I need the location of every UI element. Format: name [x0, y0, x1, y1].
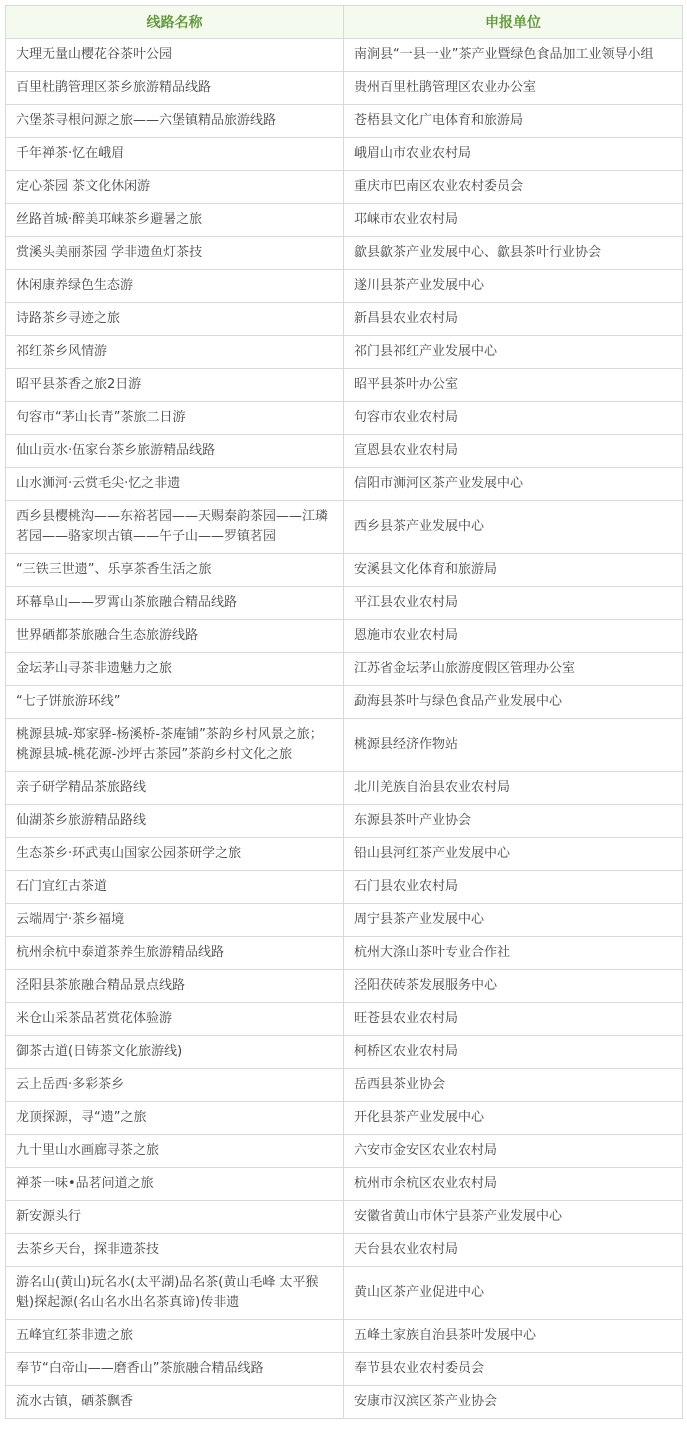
header-route-name: 线路名称 — [6, 6, 344, 39]
applicant-unit-cell: 祁门县祁红产业发展中心 — [344, 336, 683, 369]
table-row — [6, 1102, 683, 1135]
applicant-unit-cell: 昭平县茶叶办公室 — [344, 369, 683, 402]
header-applicant-unit: 申报单位 — [344, 6, 683, 39]
table-row — [6, 805, 683, 838]
applicant-unit-cell: 宣恩县农业农村局 — [344, 435, 683, 468]
applicant-unit-cell: 邛崃市农业农村局 — [344, 204, 683, 237]
applicant-unit-cell: 贵州百里杜鹃管理区农业办公室 — [344, 72, 683, 105]
applicant-unit-cell: 杭州市余杭区农业农村局 — [344, 1168, 683, 1201]
applicant-unit-cell: 岳西县茶业协会 — [344, 1069, 683, 1102]
route-name-cell: 百里杜鹃管理区茶乡旅游精品线路 — [6, 72, 344, 105]
route-name-cell: 仙湖茶乡旅游精品路线 — [6, 805, 344, 838]
table-row — [6, 1234, 683, 1267]
route-name-cell: 杭州余杭中泰道茶养生旅游精品线路 — [6, 937, 344, 970]
route-name-cell: 大理无量山樱花谷茶叶公园 — [6, 39, 344, 72]
applicant-unit-cell: 遂川县茶产业发展中心 — [344, 270, 683, 303]
applicant-unit-cell: 石门县农业农村局 — [344, 871, 683, 904]
route-name-cell: 米仓山采茶品茗赏花体验游 — [6, 1003, 344, 1036]
applicant-unit-cell: 旺苍县农业农村局 — [344, 1003, 683, 1036]
route-name-cell: 龙顶探源，寻“遗”之旅 — [6, 1102, 344, 1135]
route-name-cell: 千年禅茶·忆在峨眉 — [6, 138, 344, 171]
applicant-unit-cell: 苍梧县文化广电体育和旅游局 — [344, 105, 683, 138]
route-name-cell: 奉节“白帝山——磨香山”茶旅融合精品线路 — [6, 1353, 344, 1386]
table-row — [6, 72, 683, 105]
route-name-cell: 五峰宜红茶非遗之旅 — [6, 1320, 344, 1353]
table-row — [6, 237, 683, 270]
table-row — [6, 686, 683, 719]
applicant-unit-cell: 江苏省金坛茅山旅游度假区管理办公室 — [344, 653, 683, 686]
table-row — [6, 204, 683, 237]
route-name-cell: 去茶乡天台，探非遗茶技 — [6, 1234, 344, 1267]
applicant-unit-cell: 柯桥区农业农村局 — [344, 1036, 683, 1069]
table-row — [6, 1168, 683, 1201]
table-row — [6, 620, 683, 653]
applicant-unit-cell: 勐海县茶叶与绿色食品产业发展中心 — [344, 686, 683, 719]
table-row — [6, 435, 683, 468]
table-row — [6, 303, 683, 336]
table-row — [6, 587, 683, 620]
table-row — [6, 468, 683, 501]
applicant-unit-cell: 重庆市巴南区农业农村委员会 — [344, 171, 683, 204]
table-row — [6, 1036, 683, 1069]
table-row — [6, 1386, 683, 1419]
table-row — [6, 501, 683, 554]
table-row — [6, 1069, 683, 1102]
table-row — [6, 838, 683, 871]
route-name-cell: 休闲康养绿色生态游 — [6, 270, 344, 303]
route-name-cell: 句容市“茅山长青”茶旅二日游 — [6, 402, 344, 435]
table-row — [6, 270, 683, 303]
route-name-cell: 流水古镇，硒茶飘香 — [6, 1386, 344, 1419]
route-name-cell: 丝路首城·醉美邛崃茶乡避暑之旅 — [6, 204, 344, 237]
table-row — [6, 1320, 683, 1353]
table-row — [6, 39, 683, 72]
route-name-cell: 云上岳西·多彩茶乡 — [6, 1069, 344, 1102]
route-name-cell: “七子饼旅游环线” — [6, 686, 344, 719]
table-row — [6, 171, 683, 204]
table-body — [6, 39, 683, 1419]
route-name-cell: 环幕阜山——罗霄山茶旅融合精品线路 — [6, 587, 344, 620]
table-row — [6, 871, 683, 904]
route-name-cell: 御茶古道(日铸茶文化旅游线) — [6, 1036, 344, 1069]
route-name-cell: 赏溪头美丽茶园 学非遗鱼灯茶技 — [6, 237, 344, 270]
applicant-unit-cell: 平江县农业农村局 — [344, 587, 683, 620]
route-name-cell: 禅茶一味•品茗问道之旅 — [6, 1168, 344, 1201]
applicant-unit-cell: 六安市金安区农业农村局 — [344, 1135, 683, 1168]
route-name-cell: 世界硒都茶旅融合生态旅游线路 — [6, 620, 344, 653]
applicant-unit-cell: 北川羌族自治县农业农村局 — [344, 772, 683, 805]
route-name-cell: 云端周宁·茶乡福境 — [6, 904, 344, 937]
table-row — [6, 1003, 683, 1036]
applicant-unit-cell: 奉节县农业农村委员会 — [344, 1353, 683, 1386]
route-name-cell: 金坛茅山寻茶非遗魅力之旅 — [6, 653, 344, 686]
applicant-unit-cell: 黄山区茶产业促进中心 — [344, 1267, 683, 1320]
table-row — [6, 336, 683, 369]
route-name-cell: 西乡县樱桃沟——东裕茗园——天赐秦韵茶园——江璘茗园——骆家坝古镇——午子山——罗镇茗园 — [6, 501, 344, 554]
table-row — [6, 402, 683, 435]
table-row — [6, 1201, 683, 1234]
table-row — [6, 937, 683, 970]
applicant-unit-cell: 天台县农业农村局 — [344, 1234, 683, 1267]
route-name-cell: 新安源头行 — [6, 1201, 344, 1234]
applicant-unit-cell: 安溪县文化体育和旅游局 — [344, 554, 683, 587]
route-name-cell: 六堡茶寻根问源之旅——六堡镇精品旅游线路 — [6, 105, 344, 138]
applicant-unit-cell: 桃源县经济作物站 — [344, 719, 683, 772]
applicant-unit-cell: 南涧县“一县一业”茶产业暨绿色食品加工业领导小组 — [344, 39, 683, 72]
table-header-row — [6, 6, 683, 39]
table-row — [6, 138, 683, 171]
applicant-unit-cell: 安康市汉滨区茶产业协会 — [344, 1386, 683, 1419]
applicant-unit-cell: 峨眉山市农业农村局 — [344, 138, 683, 171]
route-name-cell: 亲子研学精品茶旅路线 — [6, 772, 344, 805]
route-name-cell: 桃源县城-郑家驿-杨溪桥-茶庵铺”茶韵乡村风景之旅；桃源县城-桃花源-沙坪古茶园”茶韵乡村文化之旅 — [6, 719, 344, 772]
applicant-unit-cell: 泾阳茯砖茶发展服务中心 — [344, 970, 683, 1003]
applicant-unit-cell: 句容市农业农村局 — [344, 402, 683, 435]
table-row — [6, 1135, 683, 1168]
applicant-unit-cell: 新昌县农业农村局 — [344, 303, 683, 336]
route-name-cell: 九十里山水画廊寻茶之旅 — [6, 1135, 344, 1168]
applicant-unit-cell: 五峰土家族自治县茶叶发展中心 — [344, 1320, 683, 1353]
table-row — [6, 1267, 683, 1320]
table-row — [6, 554, 683, 587]
table-row — [6, 970, 683, 1003]
route-name-cell: 诗路茶乡寻迹之旅 — [6, 303, 344, 336]
route-name-cell: 游名山(黄山)玩名水(太平湖)品名茶(黄山毛峰 太平猴魁)探起源(名山名水出名茶真谛)传非遗 — [6, 1267, 344, 1320]
table-row — [6, 1353, 683, 1386]
table-row — [6, 772, 683, 805]
applicant-unit-cell: 歙县歙茶产业发展中心、歙县茶叶行业协会 — [344, 237, 683, 270]
route-name-cell: 定心茶园 茶文化休闲游 — [6, 171, 344, 204]
route-name-cell: 昭平县茶香之旅2日游 — [6, 369, 344, 402]
route-table — [5, 5, 683, 1419]
applicant-unit-cell: 恩施市农业农村局 — [344, 620, 683, 653]
applicant-unit-cell: 铅山县河红茶产业发展中心 — [344, 838, 683, 871]
route-name-cell: 石门宜红古茶道 — [6, 871, 344, 904]
applicant-unit-cell: 西乡县茶产业发展中心 — [344, 501, 683, 554]
route-name-cell: 仙山贡水·伍家台茶乡旅游精品线路 — [6, 435, 344, 468]
table-row — [6, 105, 683, 138]
applicant-unit-cell: 周宁县茶产业发展中心 — [344, 904, 683, 937]
applicant-unit-cell: 开化县茶产业发展中心 — [344, 1102, 683, 1135]
applicant-unit-cell: 信阳市浉河区茶产业发展中心 — [344, 468, 683, 501]
route-name-cell: 泾阳县茶旅融合精品景点线路 — [6, 970, 344, 1003]
route-name-cell: 生态茶乡·环武夷山国家公园茶研学之旅 — [6, 838, 344, 871]
route-name-cell: 祁红茶乡风情游 — [6, 336, 344, 369]
applicant-unit-cell: 东源县茶叶产业协会 — [344, 805, 683, 838]
table-row — [6, 719, 683, 772]
table-row — [6, 369, 683, 402]
applicant-unit-cell: 杭州大涤山茶叶专业合作社 — [344, 937, 683, 970]
route-name-cell: “三铁三世遗”、乐享茶香生活之旅 — [6, 554, 344, 587]
table-row — [6, 653, 683, 686]
table-row — [6, 904, 683, 937]
route-name-cell: 山水浉河·云赏毛尖·忆之非遗 — [6, 468, 344, 501]
applicant-unit-cell: 安徽省黄山市休宁县茶产业发展中心 — [344, 1201, 683, 1234]
